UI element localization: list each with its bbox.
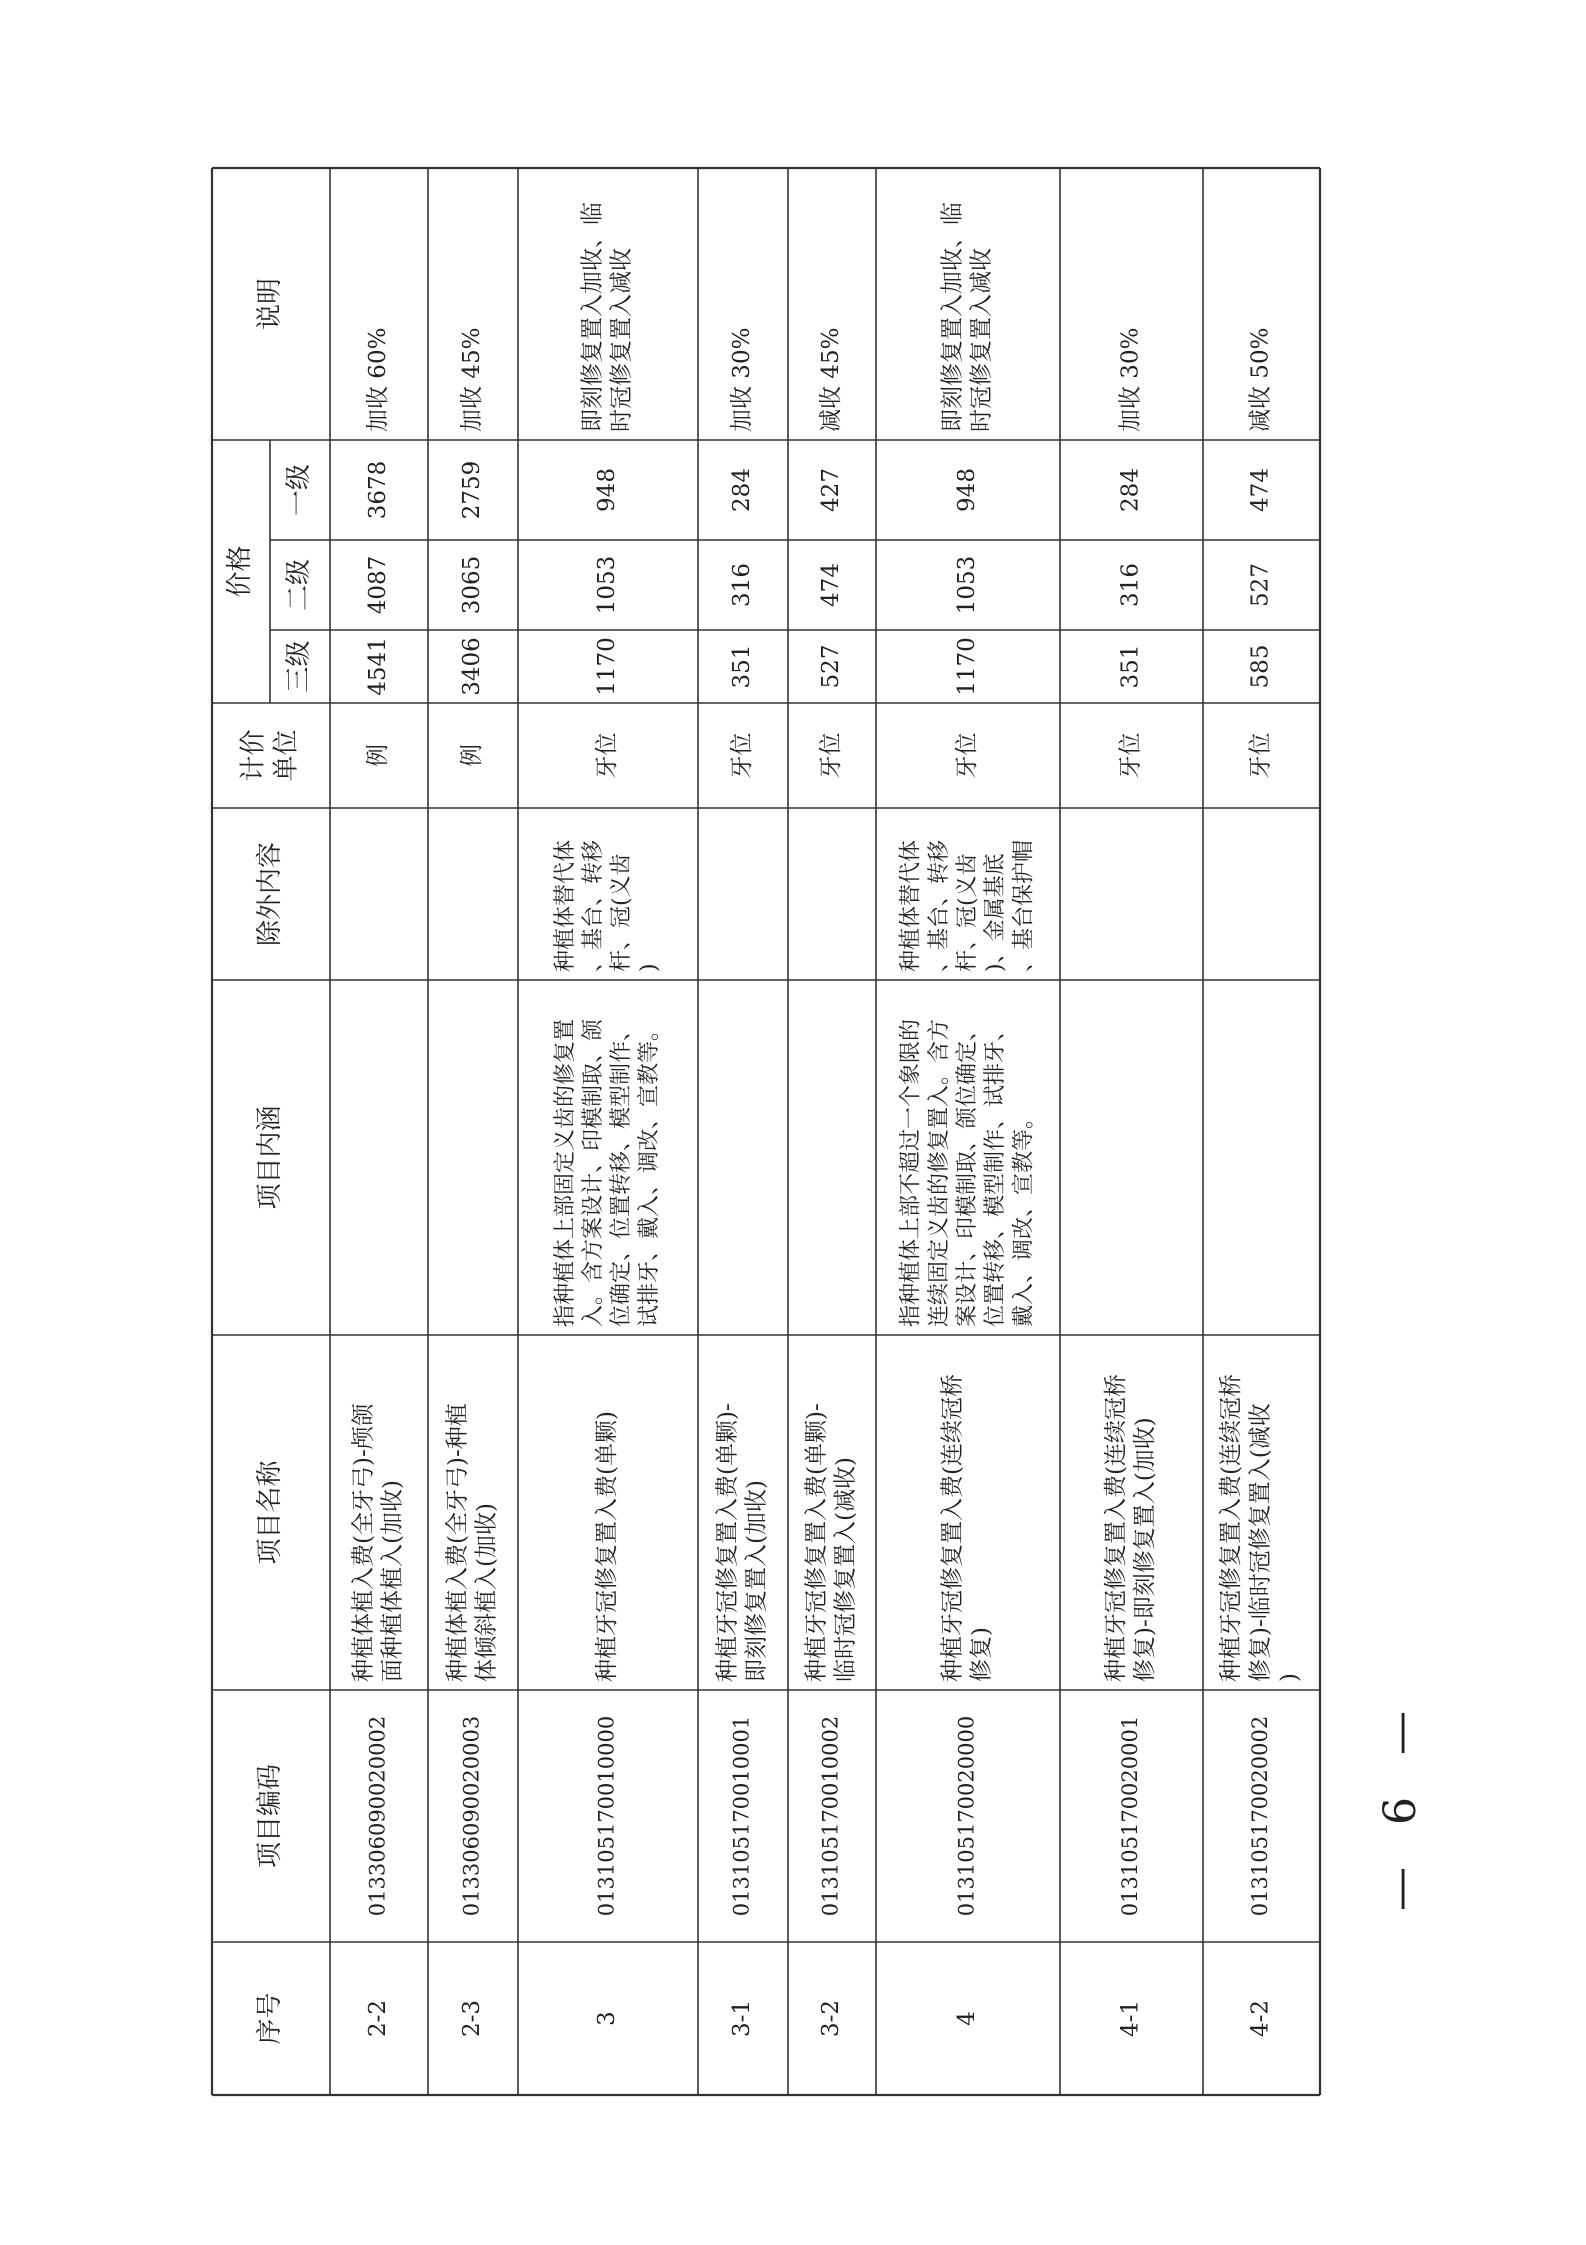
row-name: 种植体植入费(全牙弓)-种植 <box>444 1403 471 1682</box>
row-level2: 4087 <box>365 555 391 615</box>
row-note: 时冠修复置入减收 <box>608 248 635 432</box>
row-code: 013105170010000 <box>594 1715 619 1917</box>
row-name: 种植牙冠修复置入费(单颗)- <box>803 1403 830 1682</box>
row-level2: 1053 <box>954 555 980 615</box>
row-excluded: 、基台、转移 <box>926 839 952 972</box>
row-seq: 4-1 <box>1117 1999 1144 2038</box>
row-level3: 1170 <box>594 637 620 696</box>
row-code: 013306090020003 <box>459 1715 484 1917</box>
row-level1: 948 <box>954 468 980 512</box>
row-code: 013105170010002 <box>818 1715 843 1917</box>
row-note: 减收 50% <box>1247 327 1274 432</box>
row-level2: 3065 <box>459 555 485 615</box>
row-level1: 284 <box>1117 468 1144 512</box>
row-seq: 4-2 <box>1247 1999 1274 2038</box>
header-level2: 二级 <box>284 558 314 612</box>
row-unit: 牙位 <box>594 732 620 779</box>
row-level2: 316 <box>729 563 755 607</box>
header-excluded: 除外内容 <box>255 841 285 947</box>
header-name: 项目名称 <box>255 1460 285 1565</box>
row-excluded: ) <box>637 963 663 972</box>
row-unit: 牙位 <box>818 732 844 779</box>
row-unit: 牙位 <box>1117 732 1144 779</box>
row-content: 位确定、位置转移、模型制作、 <box>609 1018 635 1327</box>
row-name: 面种植体植入(加收) <box>379 1480 406 1682</box>
row-name: 修复)-临时冠修复置入(减收 <box>1247 1403 1274 1682</box>
row-content: 指种植体上部不超过一个象限的 <box>898 1018 924 1327</box>
row-code: 013105170010001 <box>729 1715 754 1917</box>
row-seq: 3-1 <box>729 1999 755 2038</box>
row-name: 修复) <box>968 1627 995 1682</box>
header-seq: 序号 <box>255 1992 285 2045</box>
row-level2: 527 <box>1247 563 1274 607</box>
row-excluded: )、金属基底 <box>983 853 1009 972</box>
row-name: 种植牙冠修复置入费(单颗)- <box>714 1403 741 1682</box>
row-code: 013105170020000 <box>954 1715 979 1917</box>
row-seq: 3-2 <box>818 1999 844 2038</box>
row-excluded: 杆、冠(义齿 <box>955 853 980 972</box>
row-name: 修复)-即刻修复置入(加收) <box>1132 1417 1159 1682</box>
row-name: ) <box>1276 1673 1303 1682</box>
row-level1: 284 <box>729 468 755 512</box>
row-name: 种植牙冠修复置入费(连续冠桥 <box>939 1374 966 1682</box>
row-note: 即刻修复置入加收、临 <box>579 202 606 432</box>
row-name: 种植牙冠修复置入费(连续冠桥 <box>1102 1374 1129 1682</box>
row-level2: 316 <box>1117 563 1144 607</box>
row-seq: 4 <box>954 2011 980 2026</box>
row-code: 013105170020001 <box>1118 1715 1142 1917</box>
row-level3: 3406 <box>459 637 485 696</box>
row-excluded: 杆、冠(义齿 <box>609 853 635 972</box>
page-number: — 6 — <box>1375 1697 1426 1911</box>
row-level3: 351 <box>729 644 755 689</box>
row-seq: 2-3 <box>459 1999 485 2038</box>
header-content: 项目内涵 <box>255 1105 285 1210</box>
row-name: 种植牙冠修复置入费(连续冠桥 <box>1218 1374 1245 1682</box>
row-note: 加收 45% <box>459 327 485 432</box>
row-content: 指种植体上部固定义齿的修复置 <box>552 1018 578 1327</box>
row-level3: 4541 <box>365 637 391 696</box>
row-note: 减收 45% <box>818 327 844 432</box>
row-level1: 474 <box>1247 468 1274 512</box>
row-unit: 牙位 <box>729 732 755 779</box>
header-price: 价格 <box>225 545 255 598</box>
row-unit: 牙位 <box>1247 732 1274 779</box>
row-content: 入。含方案设计、印模制取、颌 <box>580 1018 606 1327</box>
row-unit: 牙位 <box>954 732 980 779</box>
header-code: 项目编码 <box>255 1763 285 1869</box>
row-name: 临时冠修复置入(减收) <box>832 1457 859 1682</box>
row-code: 013306090020002 <box>365 1715 390 1917</box>
row-code: 013105170020002 <box>1248 1715 1272 1917</box>
row-level2: 474 <box>818 563 844 607</box>
header-unit: 计价 <box>238 729 269 782</box>
row-level1: 3678 <box>365 460 391 520</box>
header-unit: 单位 <box>271 729 302 782</box>
row-content: 试排牙、戴入、调改、宣教等。 <box>637 1018 663 1327</box>
table-cells <box>225 202 1303 2045</box>
row-excluded: 、基台保护帽 <box>1011 839 1037 972</box>
row-unit: 例 <box>365 744 391 767</box>
row-note: 加收 30% <box>1117 327 1144 432</box>
row-note: 加收 30% <box>729 327 755 432</box>
row-excluded: 、基台、转移 <box>580 839 606 972</box>
row-note: 即刻修复置入加收、临 <box>939 202 966 432</box>
row-level1: 427 <box>818 468 844 512</box>
row-level3: 1170 <box>954 637 980 696</box>
row-level3: 527 <box>818 644 844 689</box>
row-level2: 1053 <box>594 555 620 615</box>
row-level1: 2759 <box>459 460 485 520</box>
row-excluded: 种植体替代体 <box>552 839 578 972</box>
row-excluded: 种植体替代体 <box>898 839 924 972</box>
row-seq: 2-2 <box>365 1999 391 2038</box>
row-name: 种植体植入费(全牙弓)-颅颌 <box>350 1403 377 1682</box>
header-note: 说明 <box>255 277 285 331</box>
row-note: 时冠修复置入减收 <box>968 248 995 432</box>
row-content: 戴入、调改、宣教等。 <box>1011 1106 1037 1327</box>
row-name: 种植牙冠修复置入费(单颗) <box>594 1411 620 1682</box>
row-name: 体倾斜植入(加收) <box>473 1503 500 1682</box>
row-seq: 3 <box>594 2011 620 2026</box>
row-level3: 585 <box>1247 644 1274 689</box>
row-level1: 948 <box>594 468 620 512</box>
row-level3: 351 <box>1117 644 1144 689</box>
row-content: 案设计、印模制取、颌位确定、 <box>955 1018 980 1327</box>
row-note: 加收 60% <box>365 327 391 432</box>
header-level1: 一级 <box>284 463 314 517</box>
row-name: 即刻修复置入(加收) <box>743 1480 770 1682</box>
row-unit: 例 <box>459 744 485 767</box>
row-content: 位置转移、模型制作、试排牙、 <box>983 1018 1009 1327</box>
header-level3: 三级 <box>284 640 314 693</box>
row-content: 连续固定义齿的修复置入。含方 <box>926 1018 952 1327</box>
